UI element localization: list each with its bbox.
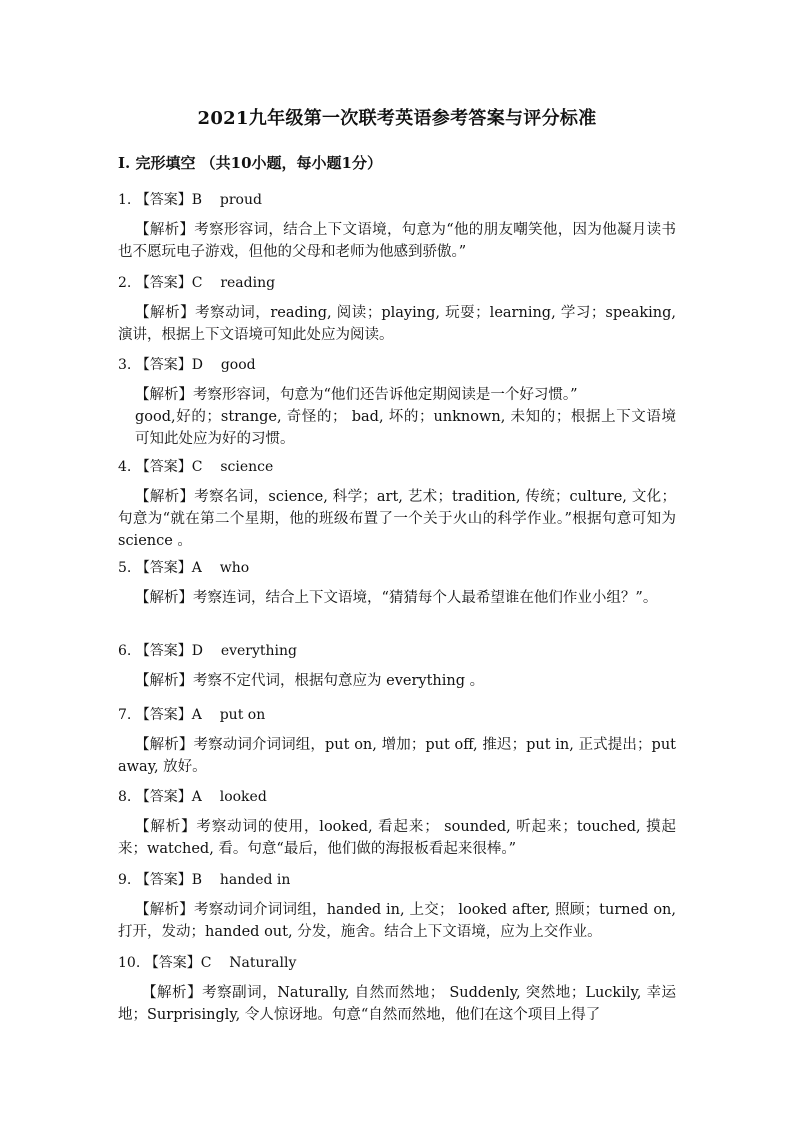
answer-3: 3. 【答案】D good — [118, 357, 256, 373]
answer-1: 1. 【答案】B proud — [118, 192, 262, 208]
explanation-3 — [118, 384, 676, 450]
answer-10: 10. 【答案】C Naturally — [118, 955, 297, 971]
answer-2: 2. 【答案】C reading — [118, 275, 276, 291]
explanation-3-line1: 【解析】考察形容词，句意为“他们还告诉他定期阅读是一个好习惯。” — [135, 387, 578, 403]
explanation-8: 【解析】考察动词的使用，looked, 看起来； sounded, 听起来；touched, 摸起来；watched, 看。句意“最后，他们做的海报板看起来很棒。” — [118, 819, 676, 857]
answer-4: 4. 【答案】C science — [118, 459, 274, 475]
answer-5: 5. 【答案】A who — [118, 560, 250, 576]
explanation-9: 【解析】考察动词介词词组，handed in, 上交； looked after, 照顾；turned on, 打开，发动；handed out, 分发，施舍。结合上下文语境，应为上交作业。 — [118, 902, 676, 940]
answer-6: 6. 【答案】D everything — [118, 643, 298, 659]
explanation-6: 【解析】考察不定代词，根据句意应为 everything 。 — [135, 673, 485, 689]
explanation-10: 【解析】考察副词，Naturally, 自然而然地； Suddenly, 突然地；Luckily, 幸运地；Surprisingly, 令人惊讶地。句意“自然而然地，他们在这个项目上得了 — [118, 985, 676, 1023]
explanation-3-rest: good,好的；strange, 奇怪的； bad, 坏的；unknown, 未知的；根据上下文语境可知此处应为好的习惯。 — [135, 409, 676, 447]
explanation-7: 【解析】考察动词介词词组，put on, 增加；put off, 推迟；put in, 正式提出；put away, 放好。 — [118, 737, 676, 775]
page-title: 2021九年级第一次联考英语参考答案与评分标准 — [197, 108, 597, 129]
answer-7: 7. 【答案】A put on — [118, 707, 266, 723]
answer-8: 8. 【答案】A looked — [118, 789, 267, 805]
explanation-5: 【解析】考察连词，结合上下文语境，“猜猜每个人最希望谁在他们作业小组？”。 — [135, 590, 658, 606]
section-heading: I. 完形填空 （共10小题，每小题1分） — [118, 154, 382, 172]
explanation-1: 【解析】考察形容词，结合上下文语境，句意为“他的朋友嘲笑他，因为他凝月读书也不愿玩电子游戏，但他的父母和老师为他感到骄傲。” — [118, 222, 676, 260]
explanation-2: 【解析】考察动词，reading, 阅读；playing, 玩耍；learning, 学习；speaking, 演讲，根据上下文语境可知此处应为阅读。 — [118, 305, 676, 343]
answer-9: 9. 【答案】B handed in — [118, 872, 291, 888]
explanation-4: 【解析】考察名词，science, 科学；art, 艺术；tradition, 传统；culture, 文化；句意为“就在第二个星期，他的班级布置了一个关于火山的科学作业。”根据句意可知为 science 。 — [118, 489, 676, 549]
